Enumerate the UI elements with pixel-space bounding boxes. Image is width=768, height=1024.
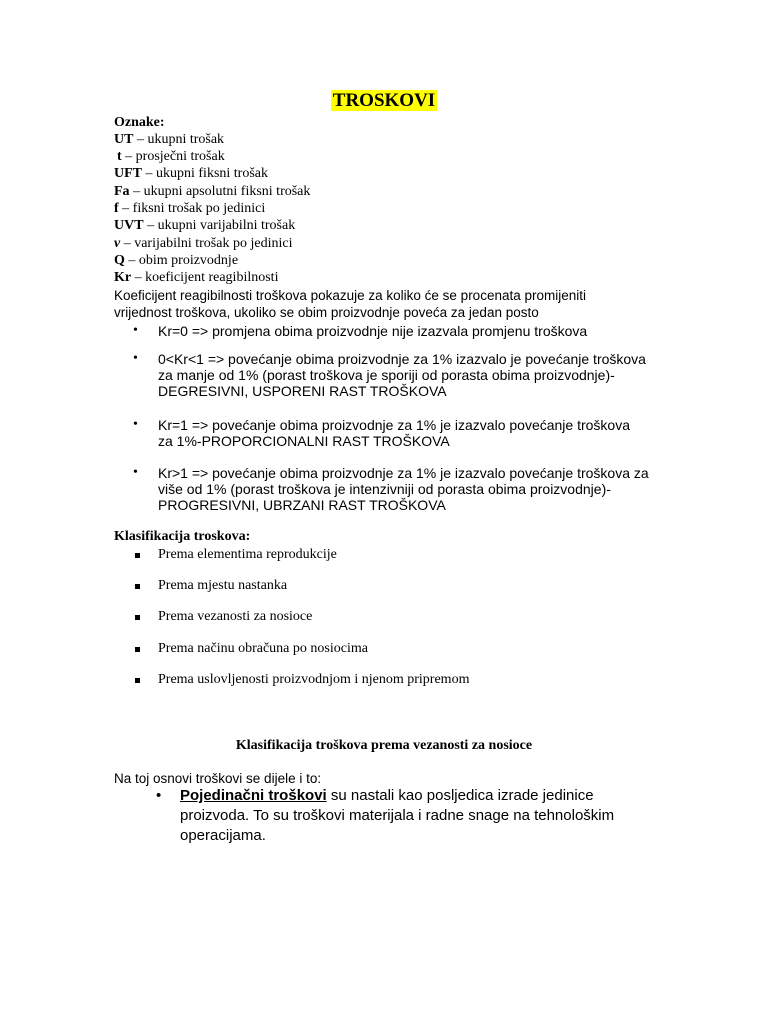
legend-item: f – fiksni trošak po jedinici: [114, 201, 266, 216]
section2-item: Pojedinačni troškovi su nastali kao posljedica izrade jedinice proizvoda. To su troškovi materijala i radne snage na tehnološkim operacijama.: [180, 787, 615, 844]
section2-heading: Klasifikacija troškova prema vezanosti za nosioce: [235, 738, 533, 753]
legend-item: UT – ukupni trošak: [114, 132, 225, 147]
legend-item: Fa – ukupni apsolutni fiksni trošak: [114, 184, 311, 199]
klasifikacija-item: Prema mjestu nastanka: [158, 578, 288, 593]
legend-item: UVT – ukupni varijabilni trošak: [114, 218, 296, 233]
bullet-dot: •: [156, 787, 162, 804]
bullet-dot: •: [133, 323, 138, 338]
square-bullet: [135, 615, 140, 620]
klasifikacija-item: Prema vezanosti za nosioce: [158, 609, 313, 624]
page-title: TROSKOVI: [332, 90, 436, 111]
intro-line-2: vrijednost troškova, ukoliko se obim proizvodnje poveća za jedan posto: [114, 305, 539, 320]
klasifikacija-item: Prema elementima reprodukcije: [158, 547, 337, 562]
bullet-dot: •: [133, 417, 138, 432]
square-bullet: [135, 553, 140, 558]
legend-item: Q – obim proizvodnje: [114, 253, 239, 268]
bullet-dot: •: [133, 351, 138, 366]
section2-intro: Na toj osnovi troškovi se dijele i to:: [114, 771, 322, 786]
kr-case: Kr>1 => povećanje obima proizvodnje za 1% je izazvalo povećanje troškova za više od 1% (porast troškova je intenzivniji od porasta obima proizvodnje)- PROGRESIVNI, UBRZANI RAST TROŠKOVA: [158, 465, 649, 513]
kr-case: Kr=0 => promjena obima proizvodnje nije izazvala promjenu troškova: [158, 323, 588, 339]
legend-item: Kr – koeficijent reagibilnosti: [114, 270, 279, 285]
klasifikacija-item: Prema uslovljenosti proizvodnjom i njenom pripremom: [158, 672, 470, 687]
oznake-heading: Oznake:: [114, 115, 165, 130]
klasifikacija-heading: Klasifikacija troskova:: [114, 529, 251, 544]
legend-item: UFT – ukupni fiksni trošak: [114, 166, 268, 181]
square-bullet: [135, 678, 140, 683]
kr-case: 0<Kr<1 => povećanje obima proizvodnje za 1% izazvalo je povećanje troškova za manje od 1% (porast troškova je sporiji od porasta obima proizvodnje)- DEGRESIVNI, USPORENI RAST TROŠKOVA: [158, 351, 646, 399]
intro-line-1: Koeficijent reagibilnosti troškova pokazuje za koliko će se procenata promijeniti: [114, 288, 586, 303]
kr-case: Kr=1 => povećanje obima proizvodnje za 1% je izazvalo povećanje troškova za 1%-PROPORCIONALNI RAST TROŠKOVA: [158, 417, 631, 449]
square-bullet: [135, 584, 140, 589]
square-bullet: [135, 647, 140, 652]
klasifikacija-item: Prema načinu obračuna po nosiocima: [158, 641, 368, 656]
legend-item: t – prosječni trošak: [117, 149, 225, 164]
legend-item: v – varijabilni trošak po jedinici: [114, 236, 293, 251]
bullet-dot: •: [133, 465, 138, 480]
